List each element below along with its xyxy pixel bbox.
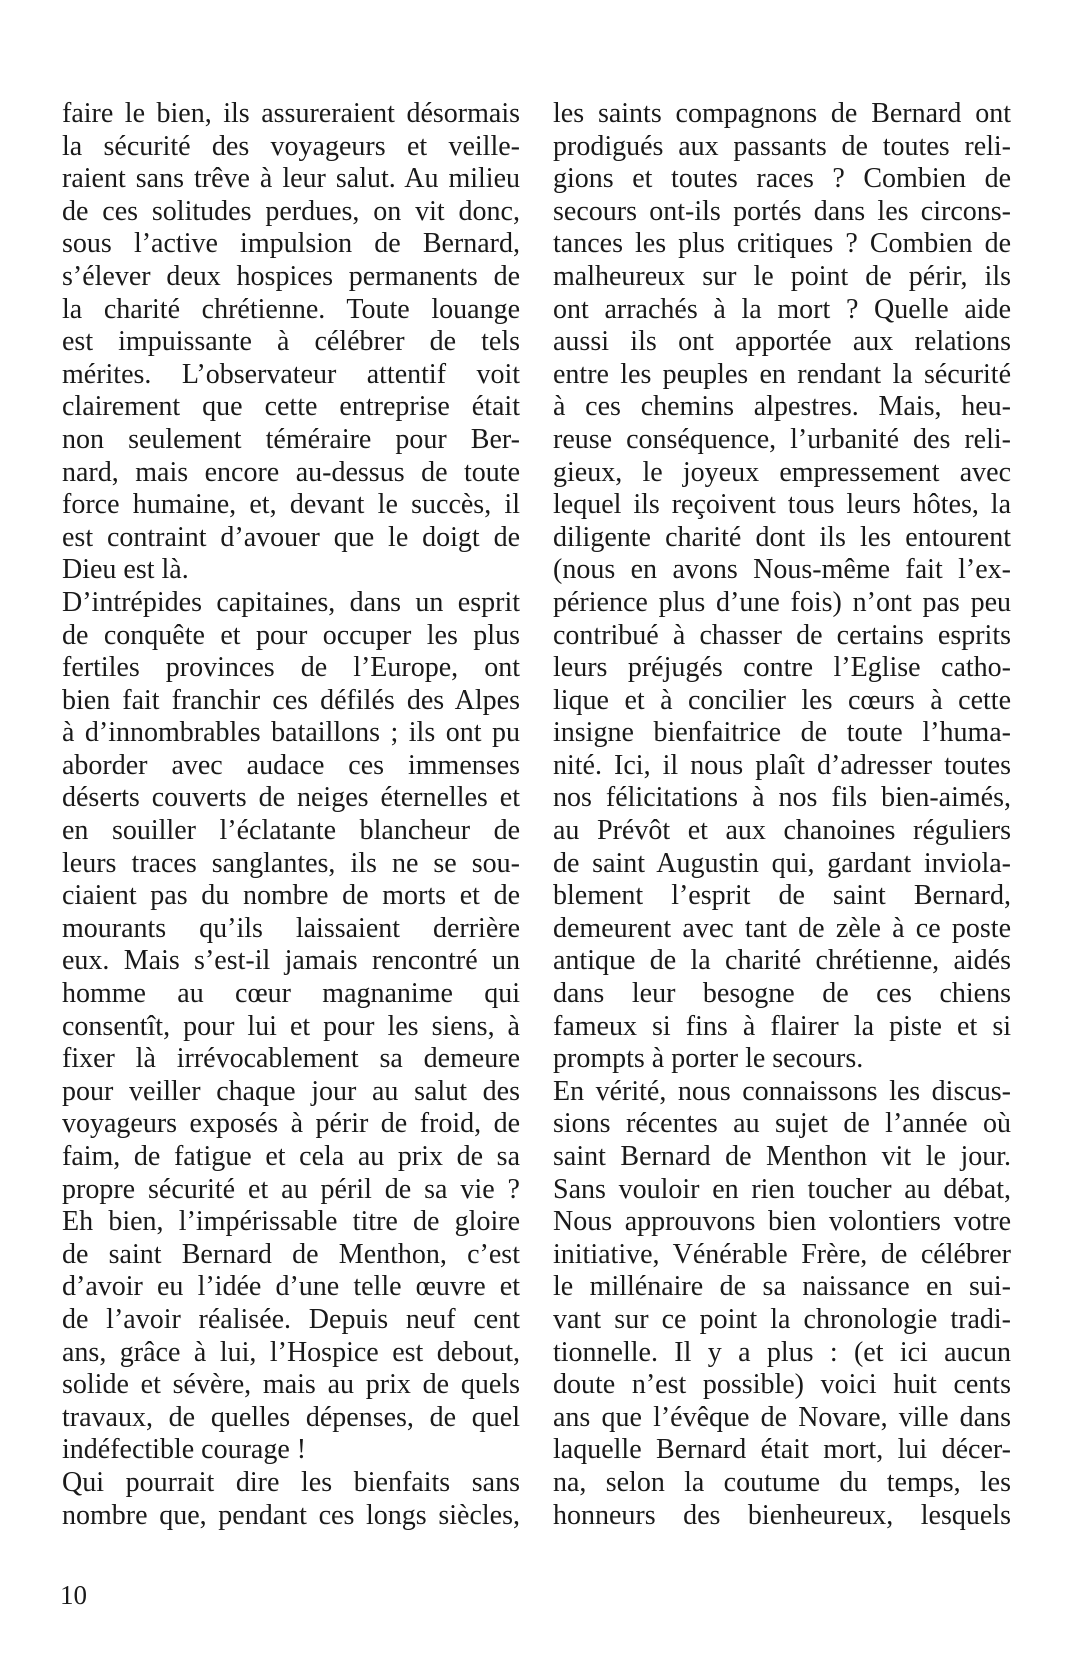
page-number: 10: [60, 1580, 87, 1610]
text-line: non seulement téméraire pour Ber-: [62, 423, 520, 455]
text-line: ans, grâce à lui, l’Hospice est debout,: [62, 1336, 520, 1368]
text-line: insigne bienfaitrice de toute l’huma-: [553, 717, 1011, 749]
text-line: nard, mais encore au-dessus de toute: [62, 456, 520, 488]
text-line: sous l’active impulsion de Bernard,: [62, 228, 520, 260]
text-line: solide et sévère, mais au prix de quels: [62, 1369, 520, 1401]
text-line: lique et à concilier les cœurs à cette: [553, 684, 1011, 716]
text-line: s’élever deux hospices permanents de: [62, 260, 520, 292]
text-line: force humaine, et, devant le succès, il: [62, 489, 520, 521]
text-line: honneurs des bienheureux, lesquels: [553, 1499, 1011, 1531]
text-line: saint Bernard de Menthon vit le jour.: [553, 1141, 1011, 1172]
text-line: déserts couverts de neiges éternelles et: [62, 782, 520, 814]
text-line: mérites. L’observateur attentif voit: [62, 358, 520, 390]
text-line: ciaient pas du nombre de morts et de: [62, 880, 520, 912]
text-line: faim, de fatigue et cela au prix de sa: [62, 1141, 520, 1172]
text-line: lequel ils reçoivent tous leurs hôtes, la: [553, 489, 1011, 521]
text-line: travaux, de quelles dépenses, de quel: [62, 1401, 520, 1433]
text-line: en souiller l’éclatante blancheur de: [62, 815, 520, 847]
text-line: nos félicitations à nos fils bien-aimés,: [553, 782, 1011, 814]
text-line: les saints compagnons de Bernard ont: [553, 98, 1011, 129]
text-line: pour veiller chaque jour au salut des: [62, 1075, 520, 1107]
text-line: Sans vouloir en rien toucher au débat,: [553, 1173, 1011, 1205]
text-line: gieux, le joyeux empressement avec: [553, 456, 1011, 488]
text-line: leurs préjugés contre l’Eglise catho-: [553, 652, 1011, 684]
text-line: prompts à porter le secours.: [553, 1043, 864, 1075]
text-line: est contraint d’avouer que le doigt de: [62, 521, 520, 553]
text-line: Eh bien, l’impérissable titre de gloire: [62, 1206, 520, 1238]
text-line: initiative, Vénérable Frère, de célébrer: [553, 1238, 1011, 1270]
right-text-column: [553, 98, 1011, 1532]
text-line: Qui pourrait dire les bienfaits sans: [62, 1466, 520, 1498]
text-line: diligente charité dont ils les entourent: [553, 521, 1011, 553]
text-line: En vérité, nous connaissons les discus-: [553, 1075, 1011, 1107]
text-line: contribué à chasser de certains esprits: [553, 619, 1011, 651]
text-line: tionnelle. Il y a plus : (et ici aucun: [553, 1336, 1011, 1368]
text-line: malheureux sur le point de périr, ils: [553, 260, 1011, 292]
text-line: faire le bien, ils assureraient désormais: [62, 98, 520, 129]
text-line: voyageurs exposés à périr de froid, de: [62, 1108, 520, 1140]
text-line: homme au cœur magnanime qui: [62, 978, 520, 1010]
text-line: antique de la charité chrétienne, aidés: [553, 945, 1011, 977]
text-line: fameux si fins à flairer la piste et si: [553, 1010, 1011, 1042]
text-line: demeurent avec tant de zèle à ce poste: [553, 912, 1011, 944]
text-line: de saint Bernard de Menthon, c’est: [62, 1238, 520, 1270]
text-line: gions et toutes races ? Combien de: [553, 163, 1011, 195]
text-line: périence plus d’une fois) n’ont pas peu: [553, 586, 1011, 618]
text-line: secours ont-ils portés dans les circons-: [553, 195, 1011, 227]
text-line: de conquête et pour occuper les plus: [62, 619, 520, 651]
text-line: sions récentes au sujet de l’année où: [553, 1108, 1011, 1140]
text-line: (nous en avons Nous-même fait l’ex-: [553, 554, 1011, 586]
text-line: mourants qu’ils laissaient derrière: [62, 912, 520, 944]
text-line: clairement que cette entreprise était: [62, 391, 520, 423]
text-line: reuse conséquence, l’urbanité des reli-: [553, 423, 1011, 455]
text-line: d’avoir eu l’idée d’une telle œuvre et: [62, 1271, 520, 1303]
text-line: fertiles provinces de l’Europe, ont: [62, 652, 520, 684]
text-line: doute n’est possible) voici huit cents: [553, 1369, 1011, 1401]
text-line: ans que l’évêque de Novare, ville dans: [553, 1401, 1011, 1433]
text-line: fixer là irrévocablement sa demeure: [62, 1043, 520, 1075]
text-line: indéfectible courage !: [62, 1434, 307, 1466]
text-line: de ces solitudes perdues, on vit donc,: [62, 195, 520, 227]
text-line: consentît, pour lui et pour les siens, à: [62, 1010, 520, 1042]
text-line: laquelle Bernard était mort, lui décer-: [553, 1434, 1011, 1466]
left-text-column: [62, 98, 520, 1532]
text-line: tances les plus critiques ? Combien de: [553, 228, 1011, 260]
text-line: à d’innombrables bataillons ; ils ont pu: [62, 717, 520, 749]
text-line: de l’avoir réalisée. Depuis neuf cent: [62, 1303, 520, 1335]
text-line: entre les peuples en rendant la sécurité: [553, 358, 1011, 390]
text-line: nité. Ici, il nous plaît d’adresser toutes: [553, 749, 1011, 781]
text-line: aussi ils ont apportée aux relations: [553, 326, 1011, 358]
text-line: blement l’esprit de saint Bernard,: [553, 880, 1011, 912]
text-line: à ces chemins alpestres. Mais, heu-: [553, 391, 1011, 423]
text-line: bien fait franchir ces défilés des Alpes: [62, 684, 520, 716]
text-line: de saint Augustin qui, gardant inviola-: [553, 847, 1011, 879]
text-line: la sécurité des voyageurs et veille-: [62, 130, 520, 162]
text-line: la charité chrétienne. Toute louange: [62, 293, 520, 325]
text-line: eux. Mais s’est-il jamais rencontré un: [62, 945, 520, 977]
text-line: leurs traces sanglantes, ils ne se sou-: [62, 847, 520, 879]
text-line: dans leur besogne de ces chiens: [553, 978, 1011, 1010]
text-line: raient sans trêve à leur salut. Au milieu: [62, 163, 520, 195]
text-line: vant sur ce point la chronologie tradi-: [553, 1303, 1011, 1335]
text-line: D’intrépides capitaines, dans un esprit: [62, 586, 520, 618]
text-line: Dieu est là.: [62, 554, 189, 586]
text-line: prodigués aux passants de toutes reli-: [553, 130, 1011, 162]
text-line: le millénaire de sa naissance en sui-: [553, 1271, 1011, 1303]
text-line: aborder avec audace ces immenses: [62, 749, 520, 781]
text-line: au Prévôt et aux chanoines réguliers: [553, 815, 1011, 847]
text-line: est impuissante à célébrer de tels: [62, 326, 520, 358]
text-line: na, selon la coutume du temps, les: [553, 1466, 1011, 1498]
text-line: propre sécurité et au péril de sa vie ?: [62, 1173, 520, 1205]
text-line: nombre que, pendant ces longs siècles,: [62, 1499, 520, 1531]
text-line: Nous approuvons bien volontiers votre: [553, 1206, 1011, 1238]
text-line: ont arrachés à la mort ? Quelle aide: [553, 293, 1011, 325]
